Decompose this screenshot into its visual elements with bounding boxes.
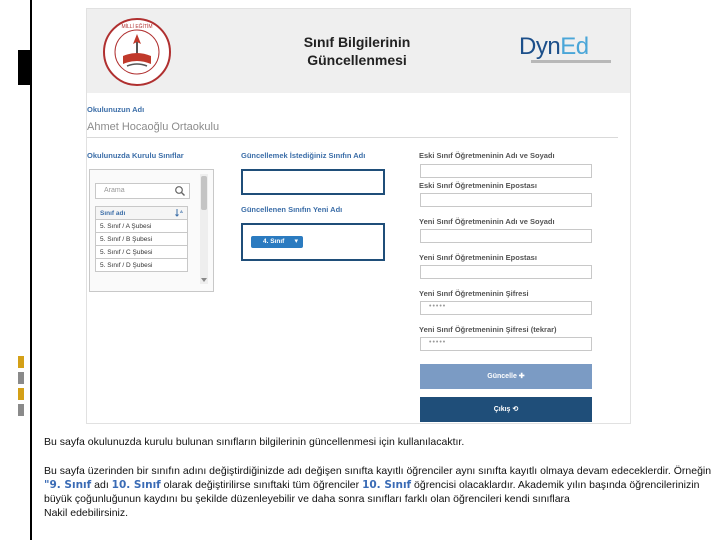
old-teacher-name-label: Eski Sınıf Öğretmeninin Adı ve Soyadı (419, 151, 555, 160)
caption-line1: Bu sayfa okulunuzda kurulu bulunan sınıfların bilgilerinin güncellenmesi için kullanılacaktır. (44, 436, 465, 448)
password-repeat-field[interactable] (420, 337, 592, 351)
class-list-scrollbar[interactable] (200, 174, 208, 284)
page-title-line1: Sınıf Bilgilerinin (303, 34, 411, 50)
page-title (267, 33, 447, 69)
logout-button[interactable] (420, 397, 592, 422)
caption-text-d: öğrencisi olacaklardır. Akademik yılın başında öğrencilerinizin büyük çoğunluğunun kaydını bu şekilde düzenleyebilir ve daha sonra sınıfları farklı olan öğrencileri kendi sınıflara (44, 479, 700, 505)
old-teacher-email-field[interactable] (420, 193, 592, 207)
new-teacher-email-label: Yeni Sınıf Öğretmeninin Epostası (419, 253, 537, 262)
new-class-name-box (241, 223, 385, 261)
new-teacher-name-label: Yeni Sınıf Öğretmeninin Adı ve Soyadı (419, 217, 555, 226)
sort-icon[interactable] (175, 208, 184, 217)
new-teacher-name-field[interactable] (420, 229, 592, 243)
brand-main: Dyn (519, 33, 561, 60)
class-list-label: Okulunuzda Kurulu Sınıflar (87, 151, 184, 160)
school-name-value: Ahmet Hocaoğlu Ortaokulu (87, 121, 220, 133)
update-button[interactable] (420, 364, 592, 389)
table-cell: 5. Sınıf / B Şubesi (96, 233, 188, 246)
class-name-column-header[interactable] (96, 207, 188, 220)
new-class-name-label: Güncellenen Sınıfın Yeni Adı (241, 205, 343, 214)
target-class-input[interactable] (241, 169, 385, 195)
deco-square-grey-2 (18, 404, 24, 416)
search-icon[interactable] (174, 185, 186, 197)
scrollbar-thumb[interactable] (201, 176, 207, 210)
chevron-down-icon: ▾ (294, 238, 298, 245)
brand-accent: Ed (560, 33, 589, 60)
caption-highlight-3: 10. Sınıf (362, 479, 412, 491)
table-cell: 5. Sınıf / D Şubesi (96, 259, 188, 272)
table-row[interactable] (96, 246, 188, 259)
table-header-row (96, 207, 188, 220)
left-rule (30, 0, 32, 540)
password-repeat-label: Yeni Sınıf Öğretmeninin Şifresi (tekrar) (419, 325, 557, 334)
left-block (18, 50, 30, 85)
caption-text-a: Bu sayfa üzerinden bir sınıfın adını değiştirdiğinizde adı değişen sınıfta kayıtlı öğrenciler aynı sınıfta kayıtlı olmaya devam edeceklerdir. Örneğin (44, 465, 712, 477)
password-mask: ••••• (429, 303, 447, 310)
scroll-down-arrow-icon[interactable] (201, 278, 207, 282)
column-header-label: Sınıf adı (100, 209, 126, 217)
search-placeholder: Arama (104, 187, 125, 194)
old-teacher-email-label: Eski Sınıf Öğretmeninin Epostası (419, 181, 537, 190)
brand-tagline (531, 60, 611, 63)
deco-square-grey (18, 372, 24, 384)
svg-text:MİLLİ EĞİTİM: MİLLİ EĞİTİM (121, 24, 153, 30)
update-button-label: Güncelle ✚ (487, 373, 525, 380)
caption-highlight-2: 10. Sınıf (111, 479, 161, 491)
caption-highlight-1: "9. Sınıf (44, 479, 92, 491)
ministry-seal-logo (101, 16, 173, 88)
password-label: Yeni Sınıf Öğretmeninin Şifresi (419, 289, 529, 298)
dyned-logo (519, 33, 609, 61)
target-class-label: Güncellemek İstediğiniz Sınıfın Adı (241, 151, 366, 160)
table-row[interactable] (96, 233, 188, 246)
new-teacher-email-field[interactable] (420, 265, 592, 279)
class-search-input[interactable] (95, 183, 190, 199)
password-field[interactable] (420, 301, 592, 315)
logout-button-label: Çıkış ⟲ (493, 406, 519, 413)
caption-text-e: Nakil edebilirsiniz. (44, 507, 129, 519)
old-teacher-name-field[interactable] (420, 164, 592, 178)
table-row[interactable] (96, 220, 188, 233)
svg-text:A: A (180, 209, 183, 214)
school-underline (87, 137, 618, 138)
screenshot-frame (86, 8, 631, 424)
page-title-line2: Güncellenmesi (307, 52, 407, 68)
new-class-name-select[interactable] (251, 236, 303, 248)
caption-text-b: adı (91, 479, 112, 491)
table-row[interactable] (96, 259, 188, 272)
caption-text-c: olarak değiştirilirse sınıftaki tüm öğrenciler (160, 479, 363, 491)
class-table (95, 206, 188, 272)
deco-square-gold (18, 356, 24, 368)
table-cell: 5. Sınıf / A Şubesi (96, 220, 188, 233)
table-cell: 5. Sınıf / C Şubesi (96, 246, 188, 259)
selected-class-value: 4. Sınıf (263, 238, 285, 245)
password-repeat-mask: ••••• (429, 339, 447, 346)
deco-square-gold-2 (18, 388, 24, 400)
caption-paragraph (44, 464, 720, 520)
school-label: Okulunuzun Adı (87, 105, 145, 114)
